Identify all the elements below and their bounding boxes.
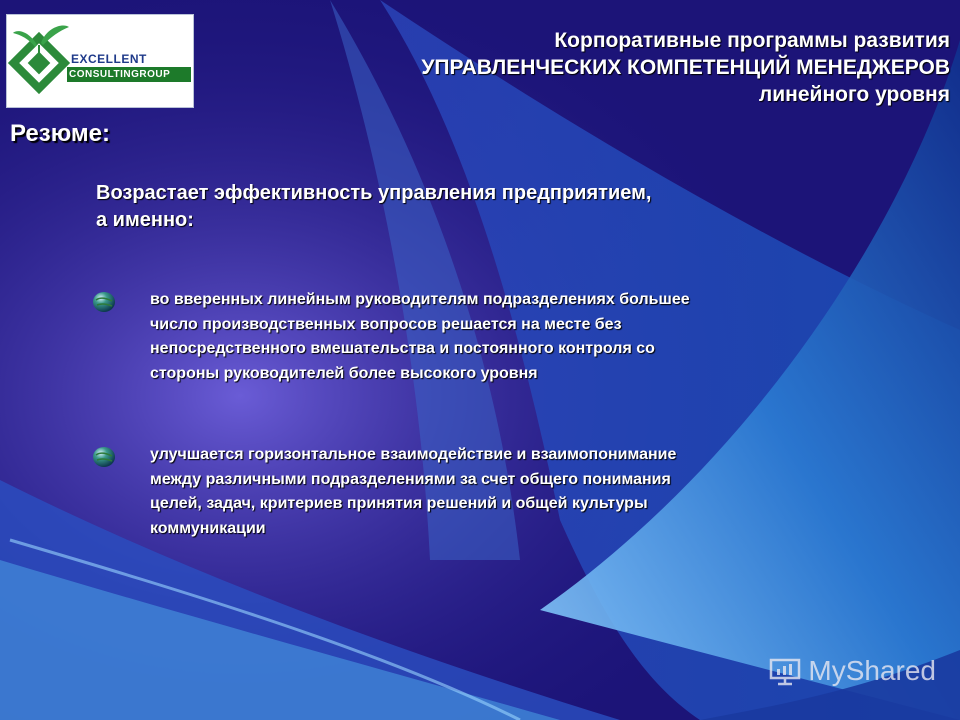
watermark-text: MyShared [808, 655, 936, 686]
header-line1: Корпоративные программы развития [554, 29, 950, 52]
globe-bullet-icon [92, 446, 116, 468]
bullet-text [150, 443, 880, 541]
company-logo [6, 14, 194, 108]
header-title [250, 27, 950, 108]
bullet-line: во вверенных линейным руководителям подразделениях большее [150, 291, 690, 308]
intro-line1: Возрастает эффективность управления предприятием, [96, 182, 652, 204]
intro-line2: а именно: [96, 209, 194, 231]
bullet-line: коммуникации [150, 519, 266, 537]
logo-line1: EXCELLENT [71, 52, 147, 66]
presentation-board-icon [768, 656, 802, 686]
bullet-line: целей, задач, критериев принятия решений и общей культуры [150, 495, 648, 512]
bullet-line: стороны руководителей более высокого уровня [150, 364, 538, 382]
bullet-line: непосредственного вмешательства и постоянного контроля со [150, 340, 655, 357]
intro-text [96, 180, 876, 234]
bullet-text [150, 288, 880, 386]
logo-line2: CONSULTINGROUP [67, 67, 191, 82]
section-title: Резюме: [10, 120, 110, 147]
globe-bullet-icon [92, 291, 116, 313]
header-line3: линейного уровня [758, 83, 950, 106]
bullet-line: число производственных вопросов решается на месте без [150, 315, 622, 333]
watermark [768, 655, 936, 687]
bullet-line: улучшается горизонтальное взаимодействие и взаимопонимание [150, 446, 677, 463]
header-line2: УПРАВЛЕНЧЕСКИХ КОМПЕТЕНЦИЙ МЕНЕДЖЕРОВ [421, 56, 950, 79]
bullet-line: между различными подразделениями за счет общего понимания [150, 470, 671, 488]
